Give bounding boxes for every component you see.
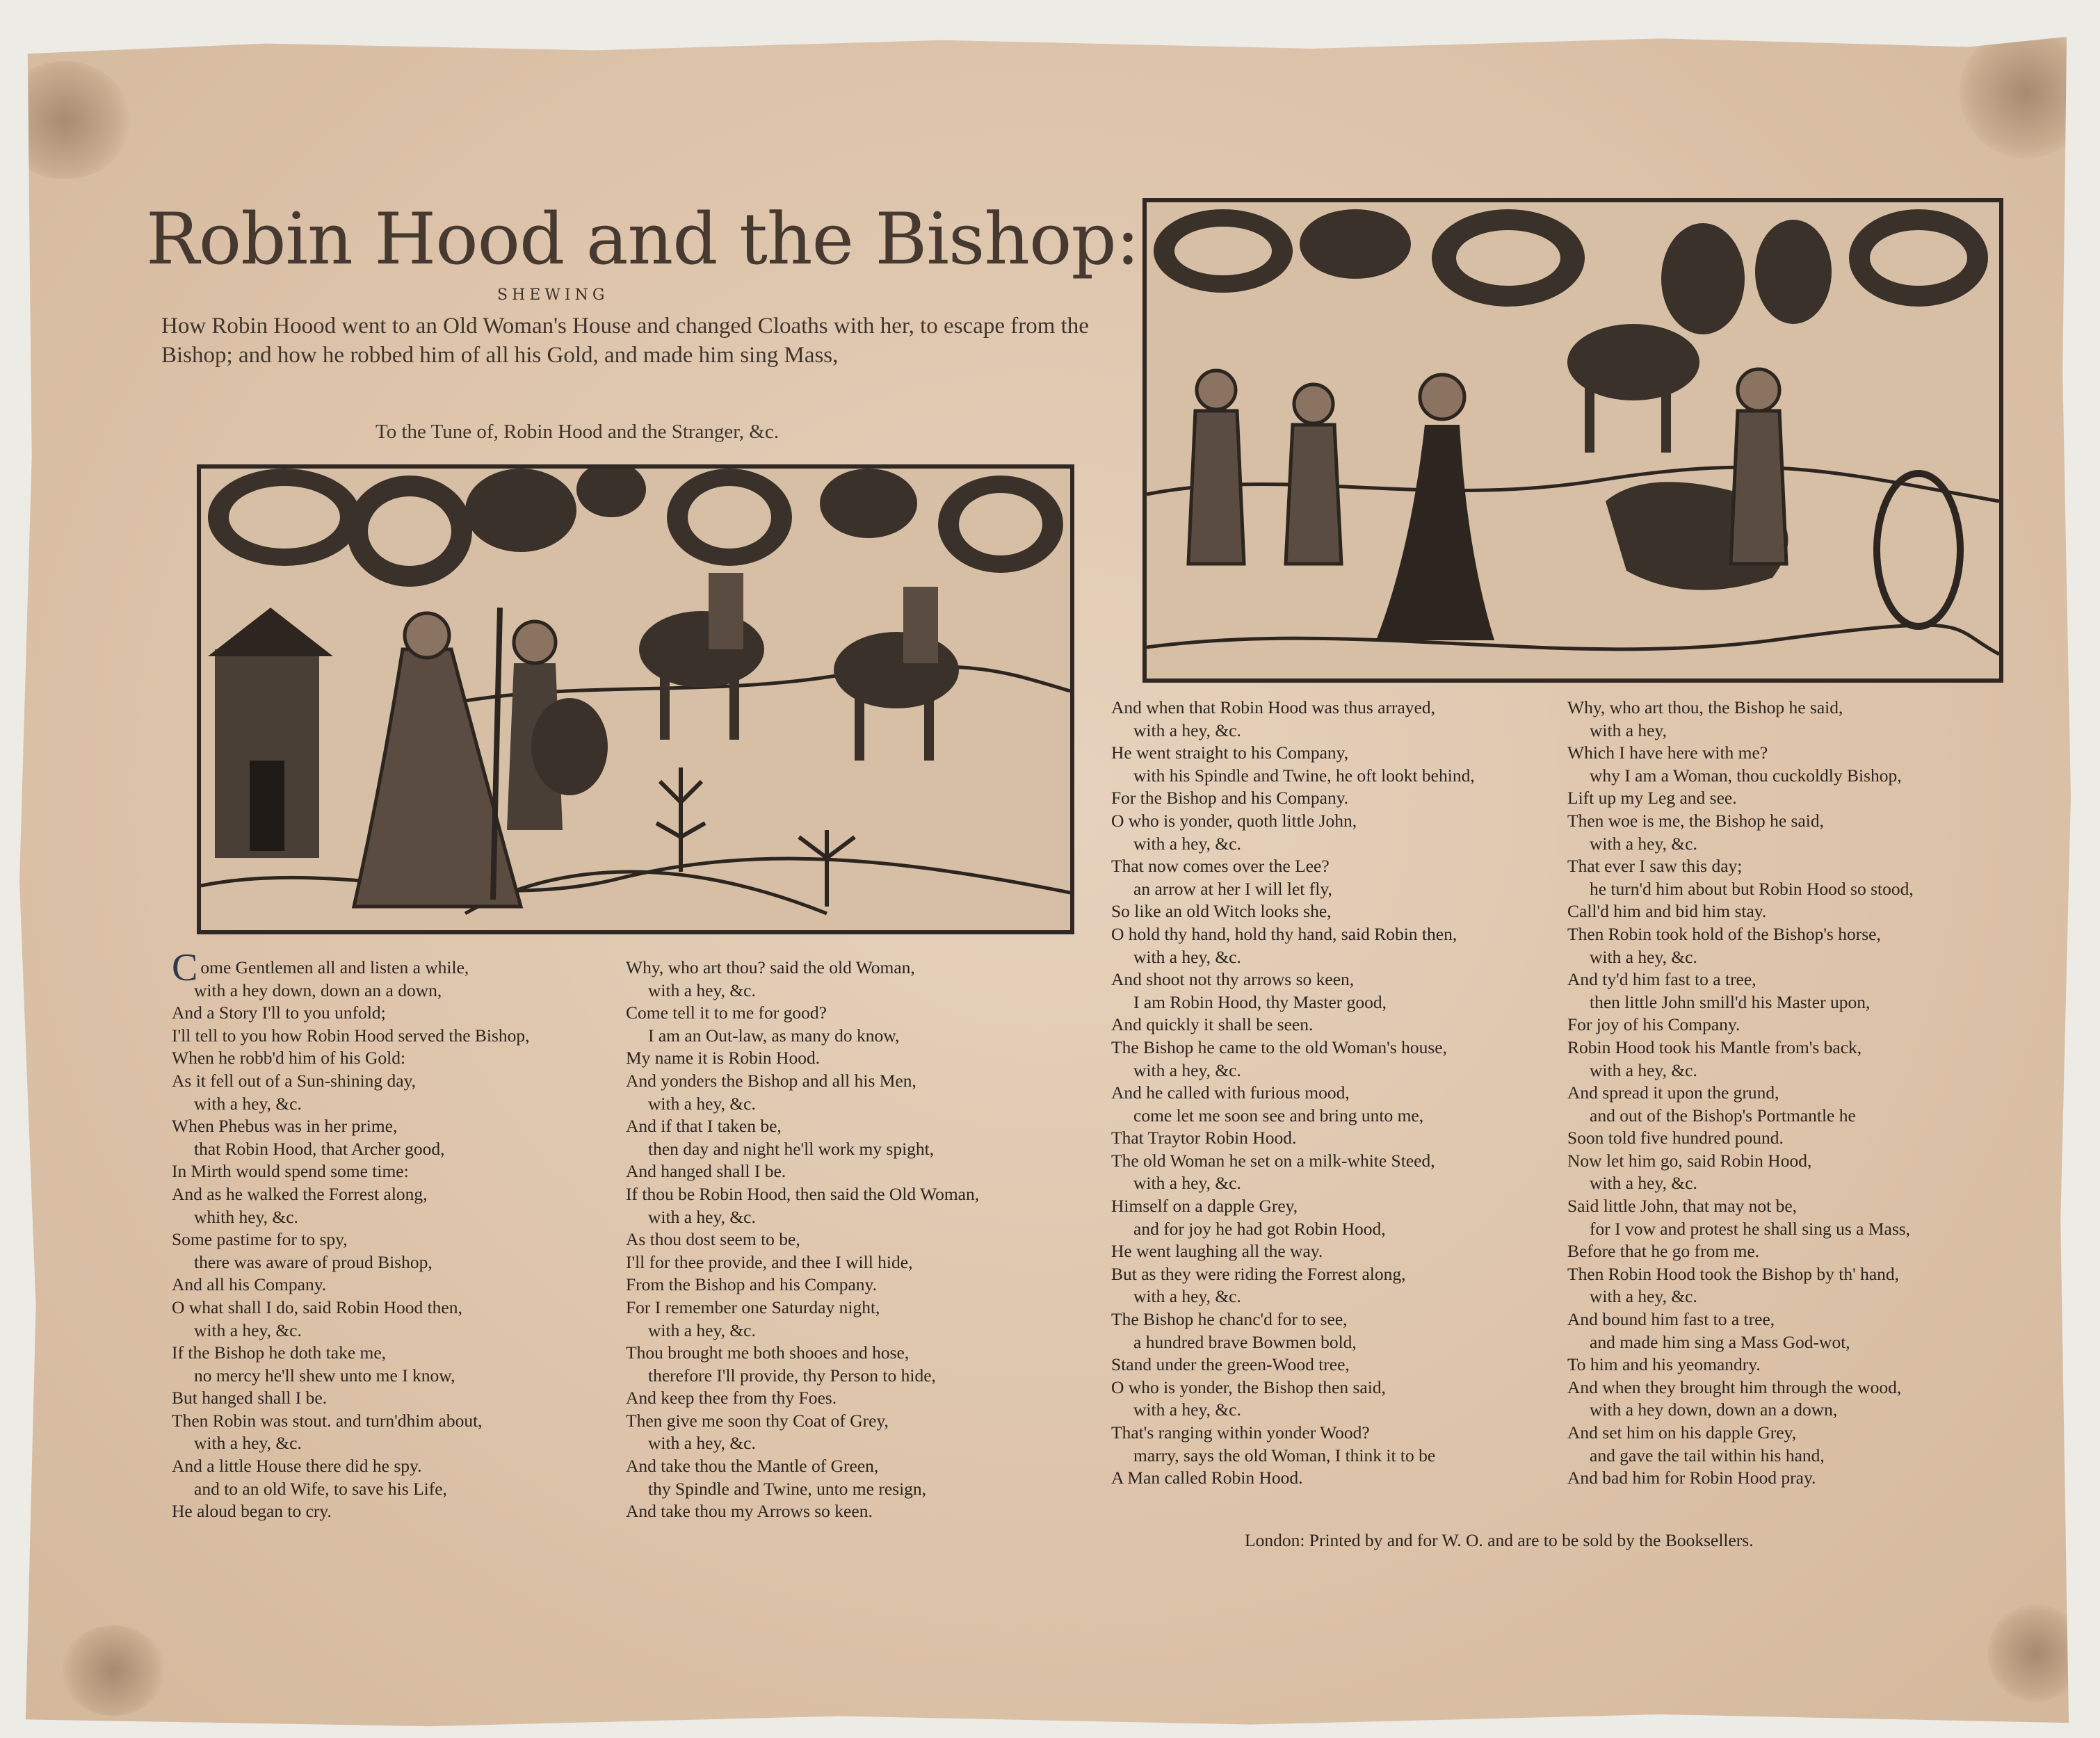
- verse-line: But as they were riding the Forrest along,: [1111, 1263, 1406, 1284]
- verse-line: Come Gentlemen all and listen a while,: [172, 946, 469, 989]
- verse-line: Soon told five hundred pound.: [1567, 1128, 1784, 1148]
- verse-line: with a hey, &c.: [1590, 1286, 1697, 1307]
- verse-line: and made him sing a Mass God-wot,: [1590, 1331, 1850, 1352]
- verse-line: Come tell it to me for good?: [626, 1002, 827, 1023]
- verse-line: For I remember one Saturday night,: [626, 1297, 880, 1317]
- verse-line: Thou brought me both shooes and hose,: [626, 1342, 910, 1363]
- verse-line: with a hey,: [1590, 720, 1667, 740]
- verse-line: As it fell out of a Sun-shining day,: [172, 1070, 417, 1091]
- verse-line: Stand under the green-Wood tree,: [1111, 1354, 1350, 1375]
- verse-line: I'll tell to you how Robin Hood served the Bishop,: [172, 1025, 530, 1046]
- verse-line: with a hey, &c.: [648, 1319, 756, 1340]
- verse-line: I am Robin Hood, thy Master good,: [1133, 991, 1387, 1012]
- verse-line: And spread it upon the grund,: [1567, 1082, 1779, 1103]
- verse-line: He went laughing all the way.: [1111, 1241, 1323, 1262]
- verse-column-1: [172, 946, 530, 1523]
- verse-line: He aloud began to cry.: [172, 1501, 332, 1522]
- verse-line: And quickly it shall be seen.: [1111, 1014, 1314, 1035]
- verse-line: with a hey, &c.: [648, 1093, 756, 1114]
- verse-line: then day and night he'll work my spight,: [648, 1138, 935, 1159]
- verse-line: with a hey, &c.: [1590, 1059, 1697, 1080]
- verse-line: O who is yonder, quoth little John,: [1111, 810, 1357, 831]
- verse-line: with a hey, &c.: [194, 1093, 302, 1114]
- corner-stain: [61, 1625, 165, 1716]
- verse-line: I am an Out-law, as many do know,: [648, 1025, 900, 1046]
- verse-line: and to an old Wife, to save his Life,: [194, 1478, 447, 1499]
- verse-line: with a hey, &c.: [1133, 720, 1241, 740]
- verse-line: and for joy he had got Robin Hood,: [1133, 1218, 1386, 1239]
- verse-line: Some pastime for to spy,: [172, 1229, 348, 1250]
- verse-line: O who is yonder, the Bishop then said,: [1111, 1376, 1386, 1397]
- verse-line: That Traytor Robin Hood.: [1111, 1128, 1297, 1148]
- verse-line: with a hey down, down an a down,: [194, 980, 442, 1000]
- verse-line: with a hey, &c.: [194, 1319, 302, 1340]
- verse-line: And take thou the Mantle of Green,: [626, 1456, 879, 1477]
- verse-line: And when that Robin Hood was thus arrayed,: [1111, 697, 1435, 717]
- verse-line: That now comes over the Lee?: [1111, 856, 1330, 877]
- verse-line: with a hey, &c.: [648, 1433, 756, 1454]
- verse-line: and out of the Bishop's Portmantle he: [1590, 1105, 1856, 1126]
- woodcut-cottage-illustration: [201, 469, 1070, 930]
- verse-line: Why, who art thou, the Bishop he said,: [1567, 697, 1843, 717]
- verse-line: O what shall I do, said Robin Hood then,: [172, 1297, 462, 1317]
- corner-stain: [1987, 1605, 2085, 1702]
- verse-column-2: [626, 957, 979, 1523]
- verse-line: He went straight to his Company,: [1111, 742, 1349, 763]
- verse-line: For joy of his Company.: [1567, 1014, 1740, 1035]
- verse-line: a hundred brave Bowmen bold,: [1133, 1331, 1357, 1352]
- verse-column-4: [1567, 697, 1914, 1490]
- verse-line: therefore I'll provide, thy Person to hide,: [648, 1365, 936, 1386]
- verse-line: And shoot not thy arrows so keen,: [1111, 969, 1355, 990]
- verse-line: with a hey, &c.: [1133, 1059, 1241, 1080]
- tune-line: To the Tune of, Robin Hood and the Stranger, &c.: [375, 421, 779, 443]
- verse-line: there was aware of proud Bishop,: [194, 1251, 433, 1272]
- verse-line: I'll for thee provide, and thee I will hide,: [626, 1251, 913, 1272]
- verse-line: As thou dost seem to be,: [626, 1229, 800, 1250]
- verse-line: whith hey, &c.: [194, 1206, 298, 1227]
- verse-line: And ty'd him fast to a tree,: [1567, 969, 1756, 990]
- verse-line: When he robb'd him of his Gold:: [172, 1048, 406, 1069]
- ballad-subtitle: How Robin Hoood went to an Old Woman's House and changed Cloaths with her, to escape from the Bishop; and how he robbed him of all his Gold, and made him sing Mass,: [161, 314, 1089, 368]
- verse-line: come let me soon see and bring unto me,: [1133, 1105, 1424, 1126]
- corner-stain: [0, 61, 131, 179]
- verse-line: When Phebus was in her prime,: [172, 1116, 398, 1137]
- verse-line: Then woe is me, the Bishop he said,: [1567, 810, 1824, 831]
- verse-line: But hanged shall I be.: [172, 1388, 328, 1408]
- verse-line: Then Robin was stout. and turn'dhim about,: [172, 1410, 483, 1431]
- verse-line: And a little House there did he spy.: [172, 1456, 422, 1477]
- verse-line: with a hey, &c.: [1590, 1173, 1697, 1194]
- verse-line: My name it is Robin Hood.: [626, 1048, 821, 1069]
- verse-line: with his Spindle and Twine, he oft lookt behind,: [1133, 765, 1475, 786]
- verse-line: that Robin Hood, that Archer good,: [194, 1138, 445, 1159]
- verse-line: And hanged shall I be.: [626, 1161, 786, 1182]
- verse-line: The old Woman he set on a milk-white Steed,: [1111, 1150, 1435, 1171]
- verse-line: with a hey, &c.: [648, 1206, 756, 1227]
- verse-line: If the Bishop he doth take me,: [172, 1342, 387, 1363]
- verse-line: To him and his yeomandry.: [1567, 1354, 1761, 1375]
- verse-line: Robin Hood took his Mantle from's back,: [1567, 1037, 1862, 1057]
- verse-line: And as he walked the Forrest along,: [172, 1183, 428, 1204]
- verse-line: And he called with furious mood,: [1111, 1082, 1350, 1103]
- verse-line: with a hey, &c.: [1133, 1399, 1241, 1420]
- verse-line: marry, says the old Woman, I think it to be: [1133, 1445, 1436, 1465]
- verse-line: And if that I taken be,: [626, 1116, 782, 1137]
- verse-line: So like an old Witch looks she,: [1111, 901, 1332, 922]
- verse-line: Now let him go, said Robin Hood,: [1567, 1150, 1812, 1171]
- verse-line: In Mirth would spend some time:: [172, 1161, 409, 1182]
- woodcut-bishop-illustration: [1147, 202, 1999, 679]
- verse-line: The Bishop he came to the old Woman's house,: [1111, 1037, 1447, 1057]
- verse-line: Then give me soon thy Coat of Grey,: [626, 1410, 889, 1431]
- verse-line: with a hey, &c.: [1590, 833, 1697, 854]
- verse-line: Said little John, that may not be,: [1567, 1196, 1798, 1217]
- verse-line: Call'd him and bid him stay.: [1567, 901, 1767, 922]
- verse-line: That's ranging within yonder Wood?: [1111, 1422, 1370, 1443]
- verse-line: A Man called Robin Hood.: [1111, 1468, 1303, 1488]
- verse-line: And set him on his dapple Grey,: [1567, 1422, 1797, 1443]
- verse-line: And take thou my Arrows so keen.: [626, 1501, 873, 1522]
- verse-line: And keep thee from thy Foes.: [626, 1388, 837, 1408]
- verse-line: From the Bishop and his Company.: [626, 1274, 878, 1295]
- verse-line: with a hey, &c.: [1133, 946, 1241, 967]
- verse-line: That ever I saw this day;: [1567, 856, 1743, 877]
- verse-line: he turn'd him about but Robin Hood so stood,: [1590, 878, 1914, 899]
- verse-line: And when they brought him through the wood,: [1567, 1376, 1902, 1397]
- verse-line: with a hey, &c.: [1133, 833, 1241, 854]
- verse-line: thy Spindle and Twine, unto me resign,: [648, 1478, 927, 1499]
- verse-line: For the Bishop and his Company.: [1111, 788, 1349, 809]
- verse-line: an arrow at her I will let fly,: [1133, 878, 1332, 899]
- woodcut-bishop-scene: [1142, 198, 2003, 683]
- verse-line: then little John smill'd his Master upon,: [1590, 991, 1871, 1012]
- verse-line: with a hey, &c.: [194, 1433, 302, 1454]
- verse-line: And yonders the Bishop and all his Men,: [626, 1070, 916, 1091]
- verse-line: with a hey, &c.: [1133, 1173, 1241, 1194]
- verse-line: And a Story I'll to you unfold;: [172, 1002, 386, 1023]
- verse-line: Why, who art thou? said the old Woman,: [626, 957, 915, 977]
- verse-line: The Bishop he chanc'd for to see,: [1111, 1309, 1348, 1330]
- shewing-label: SHEWING: [497, 286, 609, 304]
- verse-line: with a hey, &c.: [648, 980, 756, 1000]
- verse-line: Which I have here with me?: [1567, 742, 1768, 763]
- verse-column-3: [1111, 697, 1475, 1490]
- verse-line: Then Robin Hood took the Bishop by th' hand,: [1567, 1263, 1900, 1284]
- woodcut-cottage-scene: [197, 464, 1074, 934]
- verse-line: O hold thy hand, hold thy hand, said Robin then,: [1111, 923, 1457, 944]
- verse-line: Lift up my Leg and see.: [1567, 788, 1737, 809]
- verse-line: why I am a Woman, thou cuckoldly Bishop,: [1590, 765, 1902, 786]
- verse-line: Himself on a dapple Grey,: [1111, 1196, 1298, 1217]
- corner-stain: [1960, 26, 2092, 159]
- ballad-title: Robin Hood and the Bishop:: [146, 198, 1140, 281]
- verse-line: And bound him fast to a tree,: [1567, 1309, 1775, 1330]
- verse-line: Then Robin took hold of the Bishop's horse,: [1567, 923, 1881, 944]
- verse-line: with a hey, &c.: [1590, 946, 1697, 967]
- verse-line: with a hey down, down an a down,: [1590, 1399, 1838, 1420]
- verse-line: with a hey, &c.: [1133, 1286, 1241, 1307]
- verse-line: no mercy he'll shew unto me I know,: [194, 1365, 455, 1386]
- verse-line: If thou be Robin Hood, then said the Old Woman,: [626, 1183, 980, 1204]
- verse-line: Before that he go from me.: [1567, 1241, 1760, 1262]
- printer-imprint: London: Printed by and for W. O. and are to be sold by the Booksellers.: [1245, 1530, 1754, 1550]
- verse-line: And bad him for Robin Hood pray.: [1567, 1468, 1816, 1488]
- verse-line: and gave the tail within his hand,: [1590, 1445, 1825, 1465]
- verse-line: And all his Company.: [172, 1274, 327, 1295]
- verse-line: for I vow and protest he shall sing us a Mass,: [1590, 1218, 1911, 1239]
